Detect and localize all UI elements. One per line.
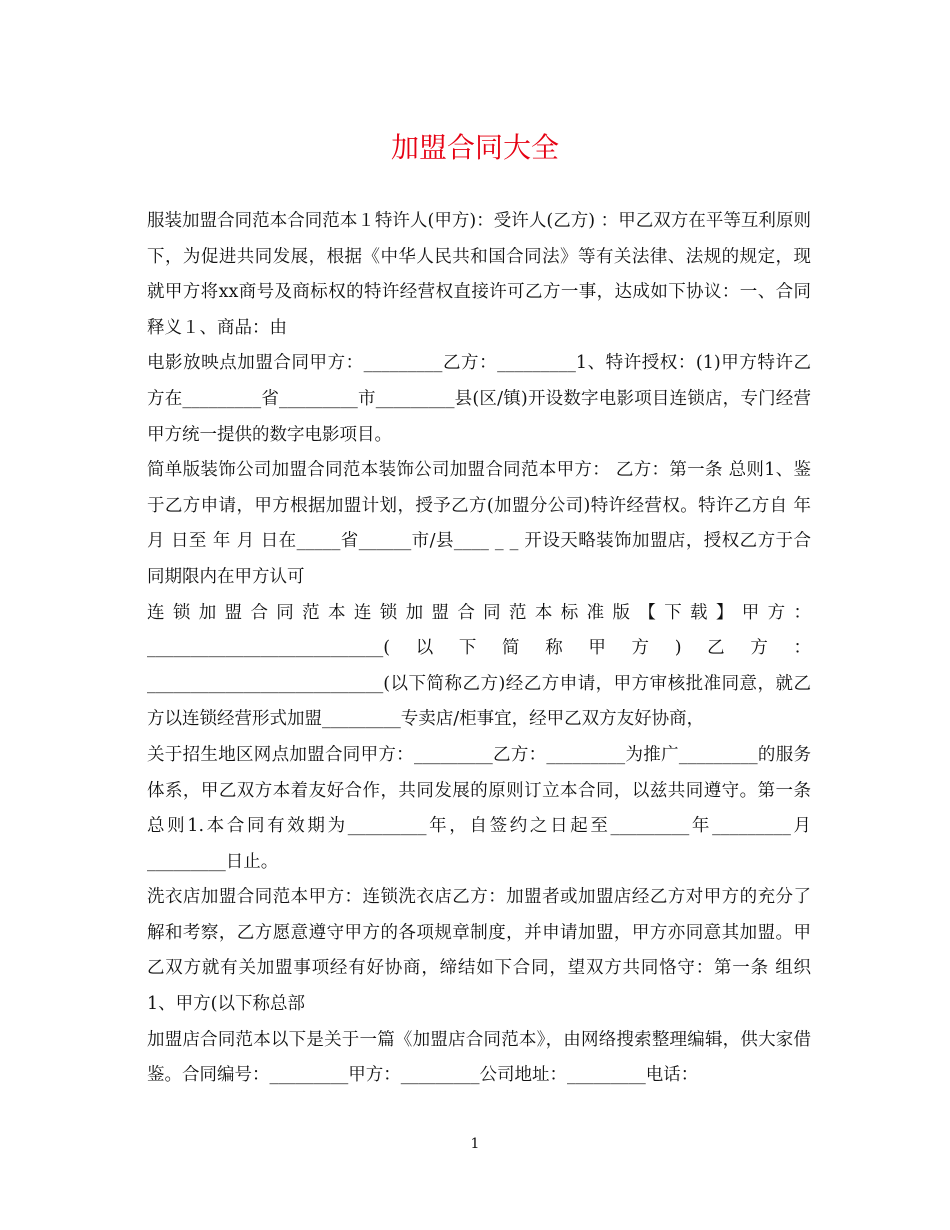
paragraph-laundry-franchise: 洗衣店加盟合同范本甲方：连锁洗衣店乙方：加盟者或加盟店经乙方对甲方的充分了解和考察，乙方愿意遵守甲方的各项规章制度，并申请加盟，甲方亦同意其加盟。甲乙双方就有关加盟事项经有好协商，缔结如下合同，望双方共同恪守：第一条 组织1、甲方(以下称总部 <box>147 887 811 1015</box>
paragraph-clothing-franchise: 服装加盟合同范本合同范本１特许人(甲方)：受许人(乙方) ：甲乙双方在平等互利原则下，为促进共同发展，根据《中华人民共和国合同法》等有关法律、法规的规定，现就甲方将xx商号及商标权的特许经营权直接许可乙方一事，达成如下协议：一、合同释义１、商品：由 <box>147 211 811 338</box>
paragraph-store-franchise: 加盟店合同范本以下是关于一篇《加盟店合同范本》，由网络搜索整理编辑，供大家借鉴。合同编号：_________甲方：_________公司地址：_________电话： <box>147 1029 811 1086</box>
paragraph-chain-franchise: 连锁加盟合同范本连锁加盟合同范本标准版【下载】甲方：___________________________(以下简称甲方)乙方：___________________________(以下简称乙方)经乙方申请，甲方审核批准同意，就乙方以连锁经营形式加盟_________专卖店/柜事宜，经甲乙双方友好协商， <box>147 602 811 730</box>
paragraph-cinema-franchise: 电影放映点加盟合同甲方：_________乙方：_________1、特许授权：(1)甲方特许乙方在_________省_________市_________县(区/镇)开设数字电影项目连锁店，专门经营甲方统一提供的数字电影项目。 <box>147 353 811 445</box>
paragraph-decoration-franchise: 简单版装饰公司加盟合同范本装饰公司加盟合同范本甲方： 乙方：第一条 总则1、鉴于乙方申请，甲方根据加盟计划，授予乙方(加盟分公司)特许经营权。特许乙方自 年 月 日至 年 月 日在_____省______市/县____ _ _ 开设天略装饰加盟店，授权乙方于合同期限内在甲方认可 <box>147 460 811 587</box>
page-number: 1 <box>470 1136 480 1152</box>
document-body <box>147 204 811 1094</box>
document-title: 加盟合同大全 <box>390 131 559 164</box>
paragraph-enrollment-franchise: 关于招生地区网点加盟合同甲方：_________乙方：_________为推广_________的服务体系，甲乙双方本着友好合作，共同发展的原则订立本合同，以兹共同遵守。第一条总则1.本合同有效期为_________年，自签约之日起至_________年_________月_________日止。 <box>147 744 811 872</box>
